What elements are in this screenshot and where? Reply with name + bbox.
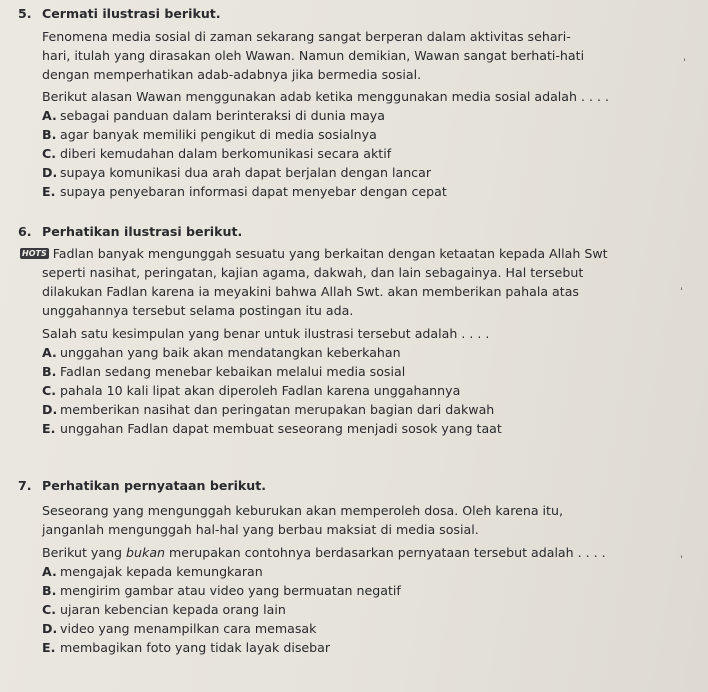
question-header	[18, 4, 690, 24]
option-text: unggahan yang baik akan mendatangkan keberkahan	[60, 345, 401, 360]
answer-option-d[interactable]	[42, 400, 690, 419]
option-text: mengirim gambar atau video yang bermuatan negatif	[60, 583, 401, 598]
question-header	[18, 222, 690, 242]
question-paragraph-line: janganlah mengunggah hal-hal yang berbau maksiat di media sosial.	[42, 522, 479, 537]
question-title: Perhatikan pernyataan berikut.	[42, 478, 267, 493]
answer-option-b[interactable]	[42, 581, 690, 600]
paragraph-text: Fadlan banyak mengunggah sesuatu yang berkaitan dengan ketaatan kepada Allah Swt	[52, 246, 608, 261]
answer-option-e[interactable]	[42, 182, 690, 201]
question-paragraph-line: hari, itulah yang dirasakan oleh Wawan. Namun demikian, Wawan sangat berhati-hati	[42, 48, 585, 63]
question-number: 7.	[18, 478, 32, 493]
option-text: pahala 10 kali lipat akan diperoleh Fadlan karena unggahannya	[60, 383, 461, 398]
option-letter: E.	[42, 421, 56, 436]
question-paragraph-line: unggahannya tersebut selama postingan itu ada.	[42, 303, 354, 318]
option-letter: A.	[42, 564, 57, 579]
question-paragraph-line: dilakukan Fadlan karena ia meyakini bahwa Allah Swt. akan memberikan pahala atas	[42, 284, 579, 299]
question-paragraph-line: Fenomena media sosial di zaman sekarang sangat berperan dalam aktivitas sehari-	[42, 29, 571, 44]
prompt-text: merupakan contohnya berdasarkan pernyataan tersebut adalah . . . .	[165, 545, 606, 560]
answer-option-b[interactable]	[42, 362, 690, 381]
question-6	[18, 222, 690, 438]
answer-option-e[interactable]	[42, 638, 690, 657]
question-number: 5.	[18, 6, 32, 21]
option-text: sebagai panduan dalam berinteraksi di dunia maya	[60, 108, 385, 123]
option-text: membagikan foto yang tidak layak disebar	[60, 640, 331, 655]
option-text: ujaran kebencian kepada orang lain	[60, 602, 286, 617]
option-letter: D.	[42, 165, 58, 180]
option-letter: B.	[42, 364, 57, 379]
question-prompt: Salah satu kesimpulan yang benar untuk ilustrasi tersebut adalah . . . .	[42, 326, 490, 341]
option-text: memberikan nasihat dan peringatan merupakan bagian dari dakwah	[60, 402, 495, 417]
option-letter: A.	[42, 345, 57, 360]
option-letter: C.	[42, 383, 57, 398]
question-title: Perhatikan ilustrasi berikut.	[42, 224, 243, 239]
option-letter: B.	[42, 127, 57, 142]
option-text: supaya komunikasi dua arah dapat berjalan dengan lancar	[60, 165, 431, 180]
question-paragraph-line: Seseorang yang mengunggah keburukan akan memperoleh dosa. Oleh karena itu,	[42, 503, 563, 518]
answer-option-c[interactable]	[42, 381, 690, 400]
question-5	[18, 4, 690, 201]
option-text: unggahan Fadlan dapat membuat seseorang menjadi sosok yang taat	[60, 421, 502, 436]
question-header	[18, 476, 690, 496]
answer-option-d[interactable]	[42, 163, 690, 182]
option-letter: C.	[42, 146, 57, 161]
question-number: 6.	[18, 224, 32, 239]
option-text: video yang menampilkan cara memasak	[60, 621, 317, 636]
answer-option-e[interactable]	[42, 419, 690, 438]
answer-option-b[interactable]	[42, 125, 690, 144]
question-paragraph-line	[22, 244, 690, 263]
option-text: diberi kemudahan dalam berkomunikasi secara aktif	[60, 146, 392, 161]
hots-badge: HOTS	[22, 249, 47, 258]
answer-option-a[interactable]	[42, 106, 690, 125]
margin-mark: ˈ	[680, 555, 683, 566]
option-letter: D.	[42, 621, 58, 636]
question-prompt: Berikut alasan Wawan menggunakan adab ketika menggunakan media sosial adalah . . . .	[42, 89, 610, 104]
answer-option-c[interactable]	[42, 144, 690, 163]
question-7	[18, 476, 690, 657]
option-text: mengajak kepada kemungkaran	[60, 564, 263, 579]
margin-mark: ˈ	[680, 287, 683, 298]
option-letter: B.	[42, 583, 57, 598]
question-prompt	[42, 543, 690, 562]
prompt-text: Berikut yang	[42, 545, 127, 560]
question-paragraph-line: dengan memperhatikan adab-adabnya jika bermedia sosial.	[42, 67, 422, 82]
option-text: agar banyak memiliki pengikut di media sosialnya	[60, 127, 377, 142]
option-text: Fadlan sedang menebar kebaikan melalui media sosial	[60, 364, 406, 379]
option-letter: D.	[42, 402, 58, 417]
option-letter: E.	[42, 640, 56, 655]
option-letter: E.	[42, 184, 56, 199]
prompt-emphasis: bukan	[126, 545, 166, 560]
option-letter: A.	[42, 108, 57, 123]
answer-option-a[interactable]	[42, 562, 690, 581]
answer-option-a[interactable]	[42, 343, 690, 362]
answer-option-d[interactable]	[42, 619, 690, 638]
option-text: supaya penyebaran informasi dapat menyebar dengan cepat	[60, 184, 447, 199]
option-letter: C.	[42, 602, 57, 617]
answer-option-c[interactable]	[42, 600, 690, 619]
margin-mark: ˈ	[683, 58, 686, 69]
question-title: Cermati ilustrasi berikut.	[42, 6, 221, 21]
question-paragraph-line: seperti nasihat, peringatan, kajian agama, dakwah, dan lain sebagainya. Hal tersebut	[42, 265, 584, 280]
